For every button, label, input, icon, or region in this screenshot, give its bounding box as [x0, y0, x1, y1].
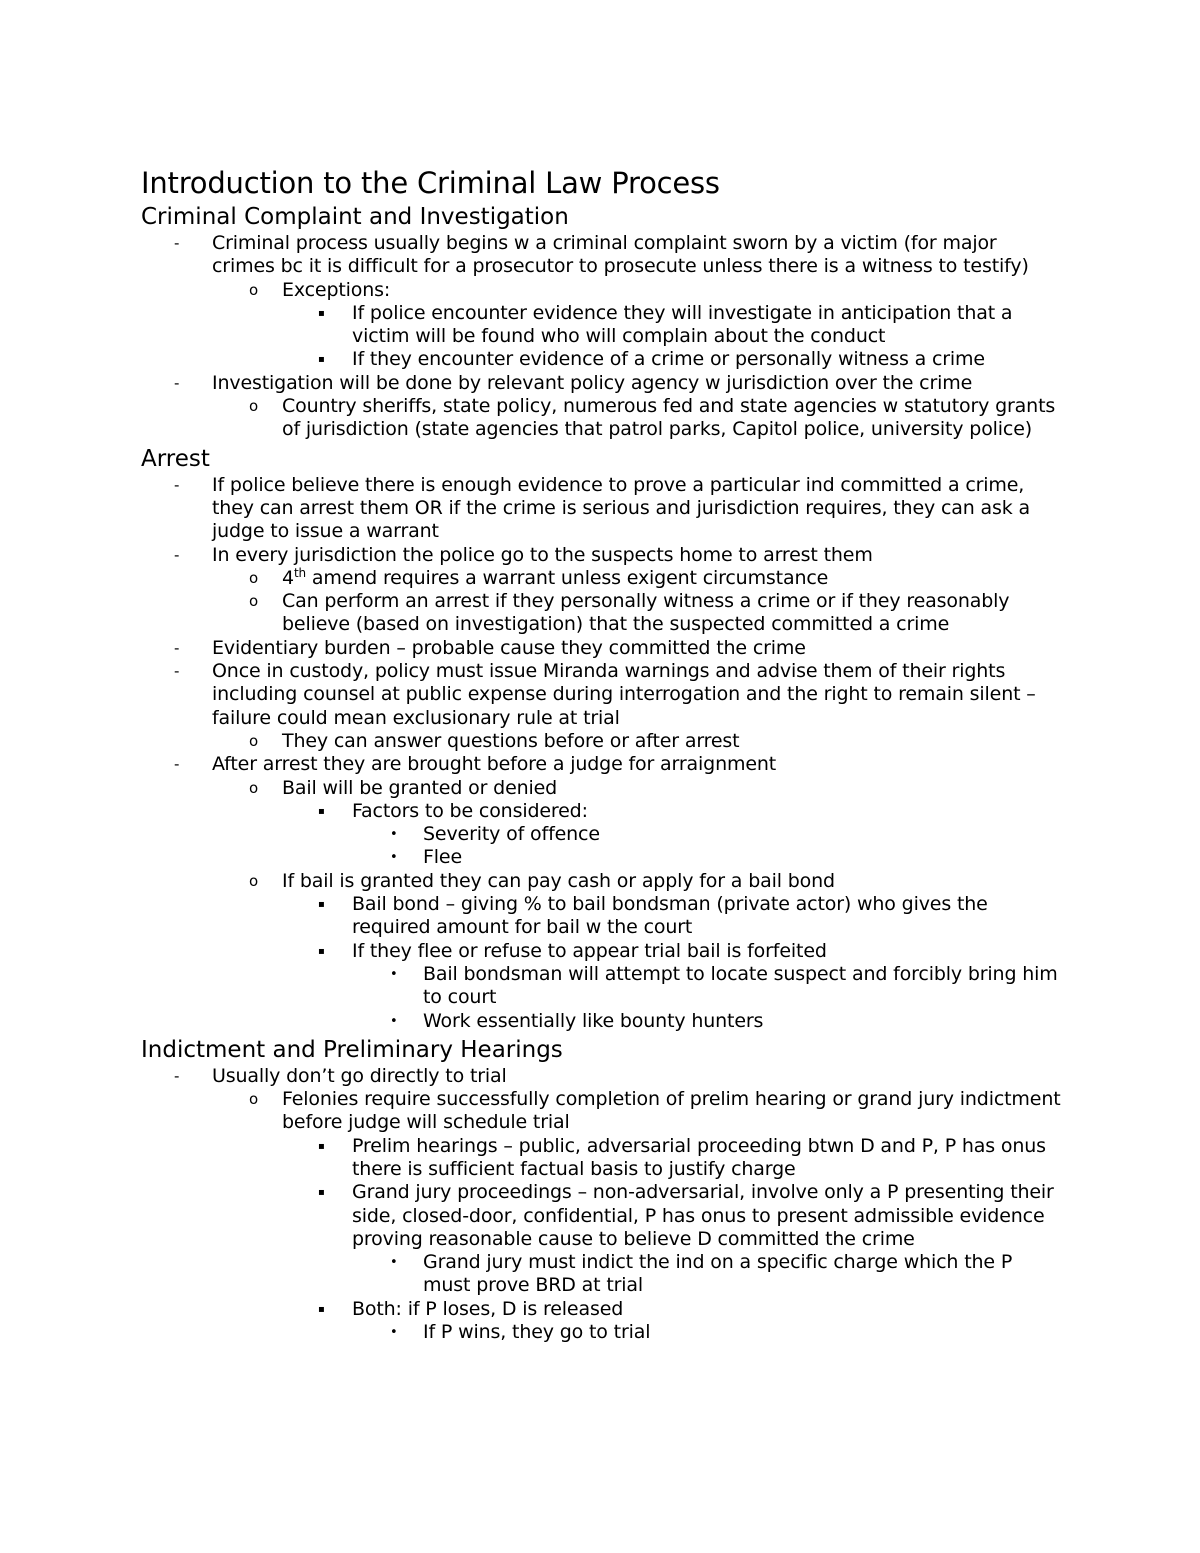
superscript: th: [293, 565, 306, 580]
list-marker-circle: o: [249, 778, 259, 797]
list-item-text: They can answer questions before or after arrest: [282, 729, 740, 752]
list-item: [141, 1065, 1061, 1088]
list-marker-square: ▪: [318, 1140, 325, 1152]
list-item-text: If bail is granted they can pay cash or apply for a bail bond: [282, 869, 835, 892]
list-marker-dash: -: [174, 1066, 180, 1085]
list-item: [141, 1135, 1061, 1182]
list-item-text: If they encounter evidence of a crime or personally witness a crime: [352, 348, 985, 371]
document-body: [141, 164, 1061, 1344]
list-marker-circle: o: [249, 871, 259, 890]
list-item-text: Investigation will be done by relevant policy agency w jurisdiction over the crime: [212, 371, 973, 394]
list-item-text: Bail bond – giving % to bail bondsman (private actor) who gives the required amount for bail w the court: [352, 893, 988, 939]
list-item-text: Grand jury must indict the ind on a specific charge which the P must prove BRD at trial: [423, 1251, 1013, 1297]
list-marker-circle: o: [249, 1090, 259, 1109]
list-item-text: If police encounter evidence they will investigate in anticipation that a victim will be found who will complain about the conduct: [352, 301, 1013, 348]
list-item-text: Can perform an arrest if they personally witness a crime or if they reasonably believe (based on investigation) that the suspected committed a crime: [282, 590, 1010, 636]
list-item: [141, 870, 1061, 893]
list-item-text: Usually don’t go directly to trial: [212, 1064, 507, 1087]
list-item: [141, 730, 1061, 753]
list-item: [141, 1181, 1061, 1251]
list-item-prefix: 4: [282, 566, 294, 589]
list-item-text: After arrest they are brought before a judge for arraignment: [212, 753, 777, 776]
list-marker-dash: -: [174, 755, 180, 774]
list-marker-circle: o: [249, 568, 259, 587]
list-item: [141, 846, 1061, 869]
list-marker-dash: -: [174, 475, 180, 494]
list-item: [141, 590, 1061, 637]
list-marker-circle: o: [249, 592, 259, 611]
list-marker-bullet: •: [390, 966, 398, 982]
list-item-text: Once in custody, policy must issue Miranda warnings and advise them of their rights including counsel at public expense during interrogation and the right to remain silent – failure could mean exclusionary rule at trial: [212, 660, 1036, 729]
list-item-text: amend requires a warrant unless exigent circumstance: [305, 566, 829, 589]
list-item-text: Felonies require successfully completion of prelim hearing or grand jury indictment before judge will schedule trial: [282, 1088, 1061, 1134]
list-item: [141, 893, 1061, 940]
list-item: [141, 1251, 1061, 1298]
list-marker-square: ▪: [318, 354, 325, 366]
list-marker-dash: -: [174, 662, 180, 681]
list-item-text: Bail will be granted or denied: [282, 776, 558, 799]
section-heading: Arrest: [141, 445, 210, 472]
list-item-text: If they flee or refuse to appear trial bail is forfeited: [352, 939, 827, 962]
section-heading: Criminal Complaint and Investigation: [141, 204, 569, 230]
list-marker-bullet: •: [390, 1255, 398, 1271]
list-item: [141, 637, 1061, 660]
list-marker-circle: o: [249, 397, 259, 416]
list-marker-bullet: •: [390, 827, 398, 843]
list-item: [141, 474, 1061, 544]
list-marker-bullet: •: [390, 850, 398, 866]
list-item: [141, 395, 1061, 442]
list-item-text: Work essentially like bounty hunters: [423, 1009, 764, 1032]
list-item-text: Factors to be considered:: [352, 799, 588, 822]
list-item-text: Exceptions:: [282, 278, 391, 301]
list-item: [141, 963, 1061, 1010]
list-item: [141, 777, 1061, 800]
list-item: [141, 1298, 1061, 1321]
list-marker-square: ▪: [318, 945, 325, 957]
list-item: [141, 372, 1061, 395]
list-item-text: Grand jury proceedings – non-adversarial, involve only a P presenting their side, closed-door, confidential, P has onus to present admissible evidence proving reasonable cause to believe D committed the crime: [352, 1181, 1054, 1250]
list-item: [141, 823, 1061, 846]
document-title: Introduction to the Criminal Law Process: [141, 166, 720, 200]
list-marker-dash: -: [174, 638, 180, 657]
section-list: [141, 1065, 1061, 1345]
list-marker-dash: -: [174, 373, 180, 392]
list-marker-circle: o: [249, 280, 259, 299]
list-item: [141, 1321, 1061, 1344]
list-marker-square: ▪: [318, 1187, 325, 1199]
list-item: [141, 800, 1061, 823]
list-item: [141, 567, 1061, 590]
list-item: [141, 940, 1061, 963]
list-marker-circle: o: [249, 731, 259, 750]
list-item-text: Severity of offence: [423, 823, 600, 846]
list-marker-dash: -: [174, 234, 180, 252]
list-marker-square: ▪: [318, 1303, 325, 1315]
list-item: [141, 1010, 1061, 1033]
list-item-text: Both: if P loses, D is released: [352, 1297, 624, 1320]
list-item: [141, 1088, 1061, 1135]
list-item: [141, 302, 1061, 349]
list-marker-dash: -: [174, 545, 180, 564]
list-item: [141, 232, 1061, 279]
list-item-text: Bail bondsman will attempt to locate suspect and forcibly bring him to court: [423, 962, 1058, 1009]
list-item: [141, 279, 1061, 302]
list-item: [141, 544, 1061, 567]
list-item-text: Prelim hearings – public, adversarial proceeding btwn D and P, P has onus there is sufficient factual basis to justify charge: [352, 1134, 1046, 1180]
section-list: [141, 474, 1061, 1033]
section-heading: Indictment and Preliminary Hearings: [141, 1036, 563, 1063]
list-marker-square: ▪: [318, 307, 325, 319]
list-marker-bullet: •: [390, 1325, 398, 1341]
list-marker-square: ▪: [318, 899, 325, 911]
list-item-text: Evidentiary burden – probable cause they committed the crime: [212, 636, 806, 659]
list-marker-bullet: •: [390, 1013, 398, 1029]
list-item: [141, 348, 1061, 371]
section-list: [141, 232, 1061, 442]
list-item: [141, 753, 1061, 776]
list-item: [141, 660, 1061, 730]
list-item-text: In every jurisdiction the police go to the suspects home to arrest them: [212, 543, 873, 566]
list-item-text: If police believe there is enough evidence to prove a particular ind committed a crime, they can arrest them OR if the crime is serious and jurisdiction requires, they can ask a judge to issue a warrant: [212, 473, 1031, 543]
list-item-text: If P wins, they go to trial: [423, 1321, 651, 1344]
list-item-text: Criminal process usually begins w a criminal complaint sworn by a victim (for major crimes bc it is difficult for a prosecutor to prosecute unless there is a witness to testify): [212, 232, 1029, 278]
list-marker-square: ▪: [318, 805, 325, 817]
list-item-text: Country sheriffs, state policy, numerous fed and state agencies w statutory grants of jurisdiction (state agencies that patrol parks, Capitol police, university police): [282, 395, 1056, 441]
list-item-text: Flee: [423, 846, 462, 869]
